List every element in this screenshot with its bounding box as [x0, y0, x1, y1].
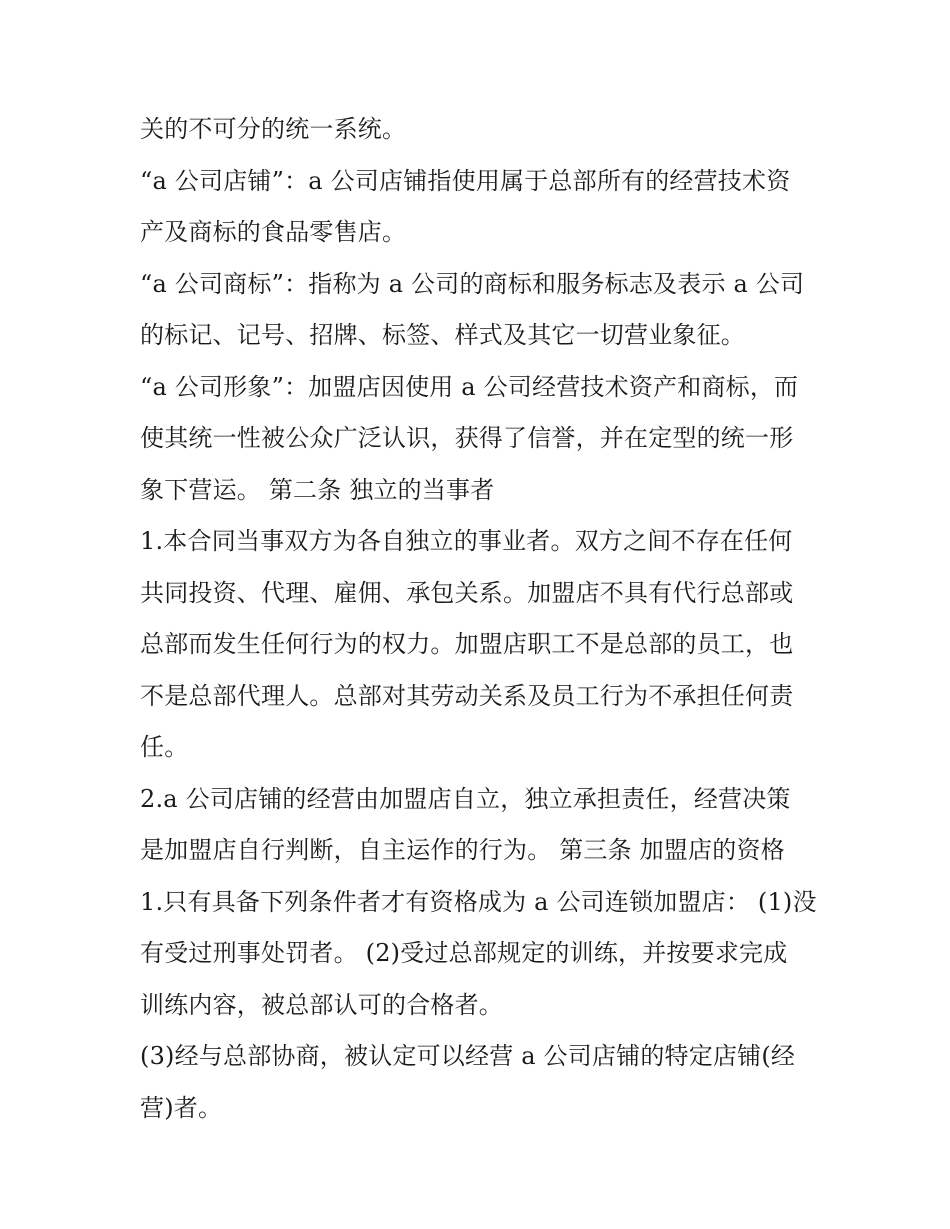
text-line: 1.只有具备下列条件者才有资格成为 a 公司连锁加盟店： (1)没	[140, 887, 817, 916]
text-line: 使其统一性被公众广泛认识，获得了信誉，并在定型的统一形	[140, 424, 794, 452]
text-line: 营)者。	[140, 1093, 223, 1122]
text-line: “a 公司形象”：加盟店因使用 a 公司经营技术资产和商标，而	[140, 372, 799, 401]
text-line: “a 公司店铺”：a 公司店铺指使用属于总部所有的经营技术资	[140, 166, 791, 195]
text-line: “a 公司商标”：指称为 a 公司的商标和服务标志及表示 a 公司	[140, 269, 805, 298]
text-line: 任。	[140, 733, 189, 761]
text-line: 关的不可分的统一系统。	[140, 115, 407, 143]
text-line: 总部而发生任何行为的权力。加盟店职工不是总部的员工，也	[140, 630, 794, 658]
text-line: 产及商标的食品零售店。	[140, 218, 407, 246]
text-line: 共同投资、代理、雇佣、承包关系。加盟店不具有代行总部或	[140, 578, 794, 607]
text-line: 1.本合同当事双方为各自独立的事业者。双方之间不存在任何	[140, 527, 793, 555]
text-line: 是加盟店自行判断，自主运作的行为。 第三条 加盟店的资格	[140, 836, 785, 864]
text-line: 训练内容，被总部认可的合格者。	[140, 990, 503, 1019]
text-line: 象下营运。 第二条 独立的当事者	[140, 475, 495, 504]
text-line: (3)经与总部协商，被认定可以经营 a 公司店铺的特定店铺(经	[140, 1042, 796, 1070]
text-line: 不是总部代理人。总部对其劳动关系及员工行为不承担任何责	[140, 681, 794, 710]
text-line: 有受过刑事处罚者。 (2)受过总部规定的训练，并按要求完成	[140, 939, 788, 967]
text-line: 2.a 公司店铺的经营由加盟店自立，独立承担责任，经营决策	[140, 784, 791, 813]
text-line: 的标记、记号、招牌、标签、样式及其它一切营业象征。	[140, 321, 745, 349]
document-page	[140, 104, 820, 1134]
